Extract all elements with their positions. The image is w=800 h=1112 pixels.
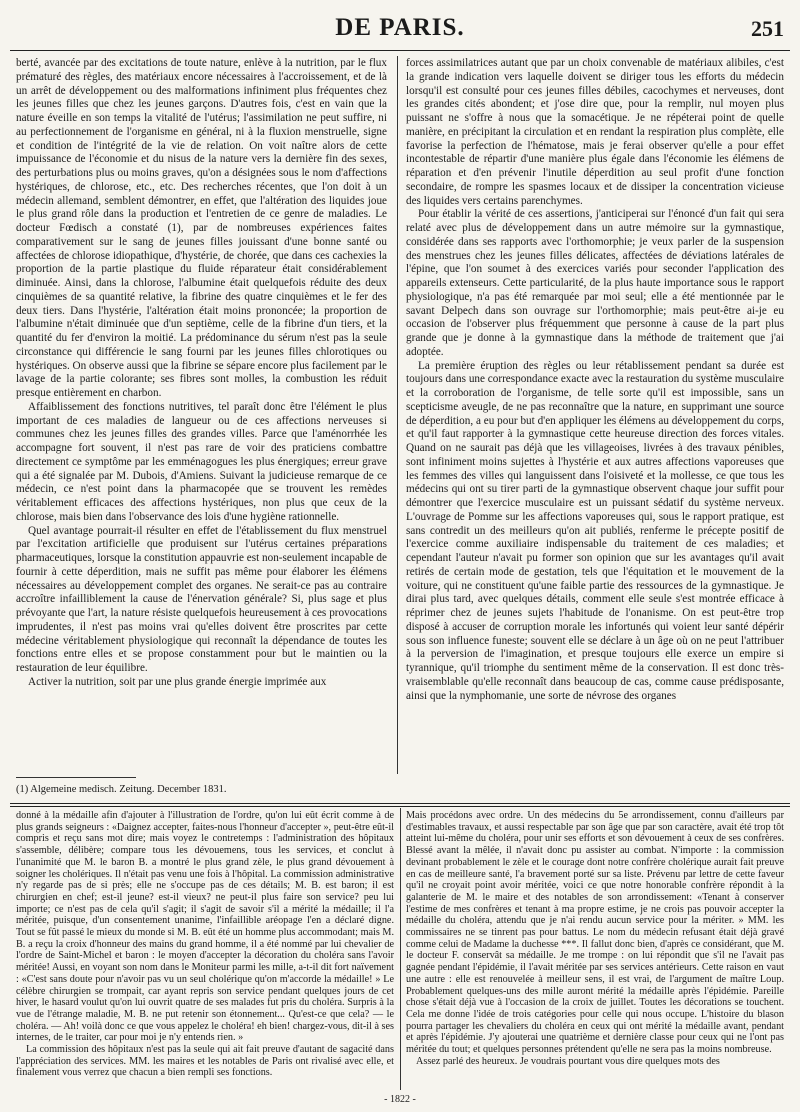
- paragraph: berté, avancée par des excitations de toute nature, enlève à la nutrition, par le flux prématuré des règles, des matériaux encore nécessaires à l'accroissement, et de là un arrêt de développement ou des malformations infiniment plus fréquentes chez les jeunes filles que chez les jeunes garçons. D'autres fois, c'est en vain que la nature éveille en son temps la vitalité de l'utérus; l'assimilation ne peut suffire, ni au perfectionnement de l'organisme en général, ni à la fluxion menstruelle, signe et condition de l'intégrité de la vie de relation. On voit naître alors de cette impuissance de l'économie et du nisus de la nature vers la dernière fin des sexes, des perturbations plus ou moins graves, qu'on a désignées sous le nom d'affections hystériques, de chlorose, etc., etc. Des recherches récentes, que l'on doit à un médecin allemand, semblent démontrer, en effet, que l'altération des liquides joue le plus grand rôle dans la production et l'entretien de ce genre de maladies. Le docteur Fœdisch a constaté (1), par de nombreuses expériences faites comparativement sur le sang de jeunes filles jouissant d'une bonne santé ou affectées de chlorose idiopathique, d'hystérie, de chorée, que dans ces cachexies la proportion de la partie plastique du fluide réparateur était considérablement diminuée. Ainsi, dans la chlorose, l'albumine était quelquefois réduite des deux cinquièmes de sa quantité relative, la fibrine des quatre cinquièmes et le fer des deux tiers. Dans l'hystérie, l'altération était moins prononcée; la proportion de l'albumine n'était diminuée que d'un septième, celle de la fibrine d'un tiers, et la quantité du fer d'environ la moitié. La prédominance du sérum n'est pas la seule circonstance qui différencie le sang fourni par les jeunes filles chlorotiques ou hystériques. On observe aussi que la fibrine se sépare encore plus facilement par le lavage de la partie colorante; ses fibres sont molles, la combustion les réduit presque entièrement en charbon.: [16, 57, 387, 399]
- footnote-rule: [16, 777, 136, 778]
- lower-right-column: [406, 810, 784, 1067]
- paragraph: Pour établir la vérité de ces assertions, j'anticiperai sur l'énoncé d'un fait qui sera relaté avec plus de développement dans un autre mémoire sur la gymnastique, considérée dans ses rapports avec l'orthomorphie; je veux parler de la suspension des menstrues chez les jeunes filles délicates, affectées de déviations latérales de l'épine, que l'on soumet à des exercices variés pour seconder l'application des appareils extenseurs. Cette particularité, de la plus haute importance sous le rapport physiologique, n'a pas été remarquée par moi seul; elle a été mentionnée par le savant Delpech dans son ouvrage sur l'orthomorphie; mais peut-être ai-je eu occasion de l'observer plus fréquemment que personne à cause de la part plus grande que je donne à la gymnastique dans la méthode de traitement que j'ai adoptée.: [406, 208, 784, 358]
- lower-left-column: [16, 810, 394, 1079]
- paragraph: Activer la nutrition, soit par une plus grande énergie imprimée aux: [28, 675, 327, 688]
- page-number: 251: [751, 16, 784, 41]
- page-title: DE PARIS.: [335, 14, 465, 41]
- upper-right-column: [406, 57, 784, 703]
- paragraph: Mais procédons avec ordre. Un des médecins du 5e arrondissement, connu d'ailleurs par d'estimables travaux, et aussi respectable par son âge que par son caractère, avait été trop tôt atteint lui-même du choléra, pour unir ses efforts et son dévouement à ceux de ses confrères. Blessé avant la mêlée, il n'avait donc pu assister au combat. N'importe : la commission devinant probablement le zèle et le courage dont notre confrère cholérique aurait fait preuve en cas de meilleure santé, l'a bravement porté sur sa liste. Prévenu par lettre de cette faveur qu'il ne croyait point avoir méritée, voici ce que notre honorable confrère répondit à la galanterie de M. le maire et des notables de son arrondissement: «Tenant à conserver l'estime de mes confrères et tenant à ma propre estime, je ne crois pas pouvoir accepter la médaille du choléra, attendu que je n'ai rendu aucun service pour la mériter. » MM. les commissaires ne se tinrent pas pour battus. Le nom du médecin refusant était déjà gravé comme celui de Madame la duchesse ***. Il fallut donc bien, d'après ce considérant, que M. le docteur F. conservât sa médaille. Je me trompe : on lui répondit que s'il ne l'avait pas gagnée pendant l'épidémie, il l'avait méritée par ses services antérieurs. Cette raison en vaut une autre : elle est renouvelée à meilleur sens, il est vrai, de l'argument de maître Loup. Probablement quelques-uns des mille auront mérité la médaille après l'épidémie. Pareille chose s'était déjà vue à l'occasion de la croix de juillet. Toutes les décorations se touchent. Cela me donne l'idée de trois catégories pour celle qui nous occupe. L'histoire du blason pourra partager les chevaliers du choléra en ceux qui ont mérité la médaille avant, pendant et après l'épidémie. J'y ajouterai une quatrième et dernière classe pour ceux qui ne l'ont pas méritée du tout; et quelques personnes prétendent qu'elle ne sera pas la moins nombreuse.: [406, 810, 784, 1056]
- footnote: (1) Algemeine medisch. Zeitung. December 1831.: [16, 784, 227, 795]
- header-rule: [10, 50, 790, 51]
- paragraph: donné à la médaille afin d'ajouter à l'illustration de l'ordre, qu'on lui eût écrit comme à de plus grands seigneurs : «Daignez accepter, faites-nous l'honneur d'accepter », peut-être eût-il compris et reçu sans mot dire; mais voyez le contretemps : l'administration des hôpitaux s'assemble, délibère; compare tous les dévouemens, tous les services, et conclut à l'unanimité que M. le baron B. a montré le plus grand zèle, le plus grand dévouement à soigner les cholériques. Il n'était pas venu une fois à l'hôpital. La commission administrative n'y regarde pas de si près; elle ne s'occupe pas de ces détails; M. B. est baron; il est chirurgien en chef; est-il jeune? est-il vieux? ne peut-il plus faire son service? peu lui importe; ce n'est pas de cela qu'il s'agit; il s'agit de savoir s'il a mérité la médaille; il l'a méritée, puisque, d'un consentement unanime, l'infaillible aréopage l'en a déclaré digne. Tout se fût passé le mieux du monde si M. B. eût été un homme plus accommodant; mais M. B. a reçu la croix d'honneur des mains du grand homme, il a été nommé par lui chevalier de l'ordre de Saint-Michel et baron : le moyen d'accepter la décoration du choléra sans l'avoir méritée! Aussi, en voyant son nom dans le Moniteur parmi les mille, a-t-il dit fort naïvement : «C'est sans doute pour n'avoir pas vu un seul cholérique qu'on m'accorde la médaille! » Le célèbre chirurgien se trompait, car ayant repris son service pendant quelques jours de cet hiver, le hasard voulut qu'on lui ouvrit quatre de ses malades fut pris du choléra. Surpris à la vue de l'étrange maladie, M. B. ne put retenir son étonnement... Qu'est-ce que cela? — le choléra. — Ah! voilà donc ce que vous appelez le choléra! eh bien! chargez-vous, dit-il à ses internes, de le traiter, car pour moi je n'y entends rien. »: [16, 810, 394, 1044]
- upper-left-column: [16, 57, 387, 690]
- paragraph: La première éruption des règles ou leur rétablissement pendant sa durée est toujours dans une correspondance exacte avec la restauration du système musculaire et la corroboration de l'organisme, de telle sorte qu'il est impossible, sans un scepticisme aveugle, de ne pas reconnaître que la nature, en supprimant une source de déperdition, a eu pour but d'en appliquer les élémens au développement du corps, et qu'il faut rapporter à la gymnastique cette heureuse direction des forces vitales. Quand on ne saurait pas déjà que les villageoises, livrées à des travaux pénibles, sont infiniment moins sujettes à l'hystérie et aux autres affections vaporeuses que les femmes des villes qui languissent dans l'oisiveté et la mollesse, ce que tous les médecins qui ont su tirer parti de la gymnastique observent chaque jour suffit pour démontrer que l'exercice musculaire est un puissant sédatif du système nerveux. L'ouvrage de Pomme sur les affections vaporeuses qui, sous le rapport pratique, est sans contredit un des meilleurs qu'on ait publiés, renferme le précepte positif de l'exercice comme auxiliaire indispensable du traitement de ces maladies; et cependant l'auteur n'avait pu former son opinion que sur les avantages qu'il avait retirés de certain mode de gestation, tels que l'équitation et le mouvement de la voiture, qui ne constituent qu'une faible partie des ressources de la gymnastique. Je dirai plus tard, avec quelques détails, comment elle seule s'est montrée efficace à réprimer chez de jeunes sujets l'habitude de l'onanisme. On est peut-être trop disposé à accuser de corruption morale les infortunés qui voient leur santé dépérir sous son influence funeste; souvent elle se déclare à un âge où on ne peut l'attribuer à la perversion de l'imagination, et presque toujours elle exerce un empire si tyrannique, qu'il triomphe du sentiment même de la conservation. Il est donc très-vraisemblable qu'elle reconnaît dans beaucoup de cas, comme cause prédisposante, ainsi que la nymphomanie, une sorte de névrose des organes: [406, 359, 784, 702]
- paragraph: Quel avantage pourrait-il résulter en effet de l'établissement du flux menstruel par l'excitation artificielle que produisent sur l'utérus certaines préparations pharmaceutiques, lorsque la constitution appauvrie est non-seulement incapable de fournir à cette déperdition, mais ne suffit pas même pour élaborer les élémens nécessaires au développement complet des organes. Ne serait-ce pas au contraire accroître infailliblement la cause de l'énervation générale? Si, plus sage et plus prévoyante que l'art, la nature résiste quelquefois heureusement à ces provocations imprudentes, il n'est pas moins vrai qu'elles doivent être proscrites par cette médecine véritablement physiologique qui reconnaît la dépendance de toutes les fonctions entre elles et se propose constamment pour but le maintien ou la restauration de leur équilibre.: [16, 524, 387, 674]
- paragraph: La commission des hôpitaux n'est pas la seule qui ait fait preuve d'autant de sagacité dans l'appréciation des services. MM. les maires et les notables de Paris ont rivalisé avec elle, et finalement vous verrez que chacun a bien rempli ses fonctions.: [16, 1044, 394, 1079]
- column-divider: [400, 808, 401, 1090]
- feuilleton-rule-2: [10, 806, 790, 807]
- feuilleton-rule: [10, 803, 790, 804]
- paragraph: Assez parlé des heureux. Je voudrais pourtant vous dire quelques mots des: [416, 1055, 720, 1067]
- page-footer: - 1822 -: [384, 1094, 416, 1105]
- page-header: [10, 14, 790, 46]
- paragraph: forces assimilatrices autant que par un choix convenable de matériaux alibiles, c'est la grande indication vers laquelle doivent se diriger tous les efforts du médecin lorsqu'il est consulté pour ces jeunes filles débiles, cacochymes et nerveuses, dont les grandes cités abondent; et j'ose dire que, pour la remplir, nul moyen plus puissant ne s'offre à nous que la somacétique. Je ne répéterai point de quelle manière, en précipitant la circulation et en rendant la respiration plus complète, elle favorise la perfection de l'hématose, mais je ferai observer qu'elle a pour effet incontestable de répartir d'une manière plus égale dans l'économie les élémens de réparation et d'en prévenir l'inutile déperdition au seul profit d'une fonction secondaire, de rompre les spasmes locaux et de dissiper la concentration vicieuse des liquides vers certains parenchymes.: [406, 57, 784, 207]
- column-divider: [397, 56, 398, 774]
- paragraph: Affaiblissement des fonctions nutritives, tel paraît donc être l'élément le plus important de ces maladies de langueur ou de ces affections nerveuses si communes chez les jeunes filles des grandes villes. Parce que l'aménorrhée les accompagne fort souvent, il n'est pas rare de voir des praticiens combattre directement ce symptôme par les emménagogues les plus énergiques; erreur grave qui a été signalée par M. Dubois, d'Amiens. Suivant la judicieuse remarque de ce médecin, ce n'est point dans la pharmacopée que se trouvent les remèdes véritablement efficaces des affections hystériques, non plus que ceux de la chlorose, mais bien dans l'observance des lois d'une hygiène rationnelle.: [16, 400, 387, 523]
